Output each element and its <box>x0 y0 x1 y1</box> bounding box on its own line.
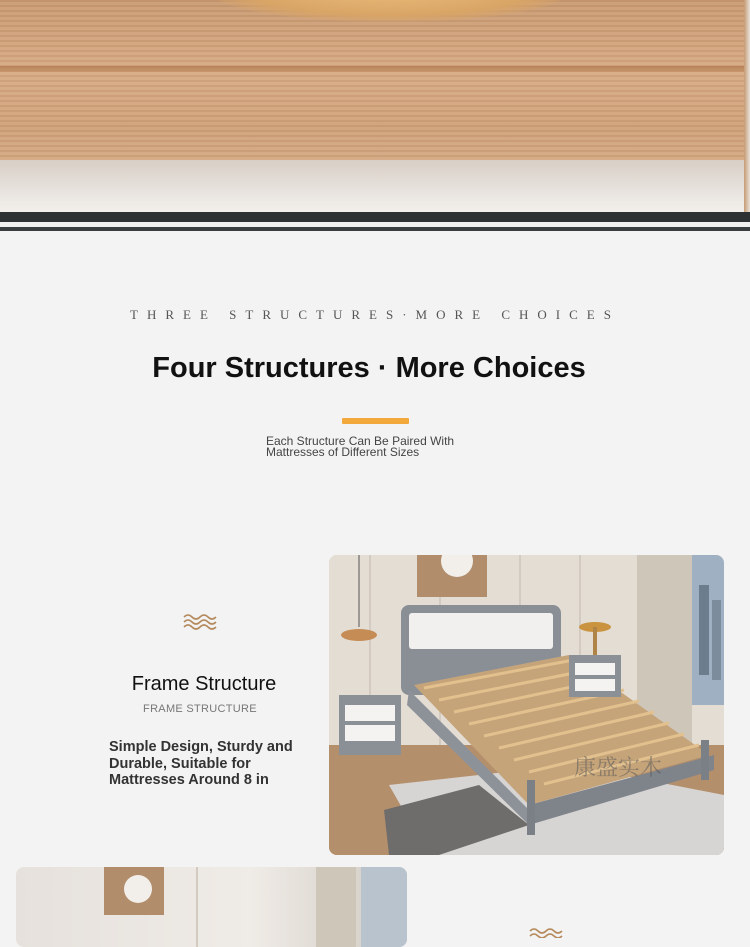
section-subtitle-en: THREE STRUCTURES·MORE CHOICES <box>130 307 620 322</box>
photo-watermark: 康盛实木 <box>574 756 663 781</box>
page-title: Four Structures · More Choices <box>152 352 586 384</box>
bed-frame-photo <box>329 555 724 855</box>
accent-bar <box>342 418 409 424</box>
divider-dark-thin <box>0 227 750 231</box>
frame-structure-description: Simple Design, Sturdy and Durable, Suitable for Mattresses Around 8 in <box>109 739 293 788</box>
frame-structure-title: Frame Structure <box>131 673 277 695</box>
divider-dark <box>0 212 750 222</box>
wood-texture-photo <box>0 0 750 212</box>
bed-frame-photo-2 <box>16 867 407 947</box>
frame-structure-subtitle: FRAME STRUCTURE <box>143 703 257 715</box>
wave-icon <box>182 612 218 630</box>
wave-icon-2 <box>528 926 564 938</box>
section-description: Each Structure Can Be Paired With Mattresses of Different Sizes <box>266 434 455 459</box>
